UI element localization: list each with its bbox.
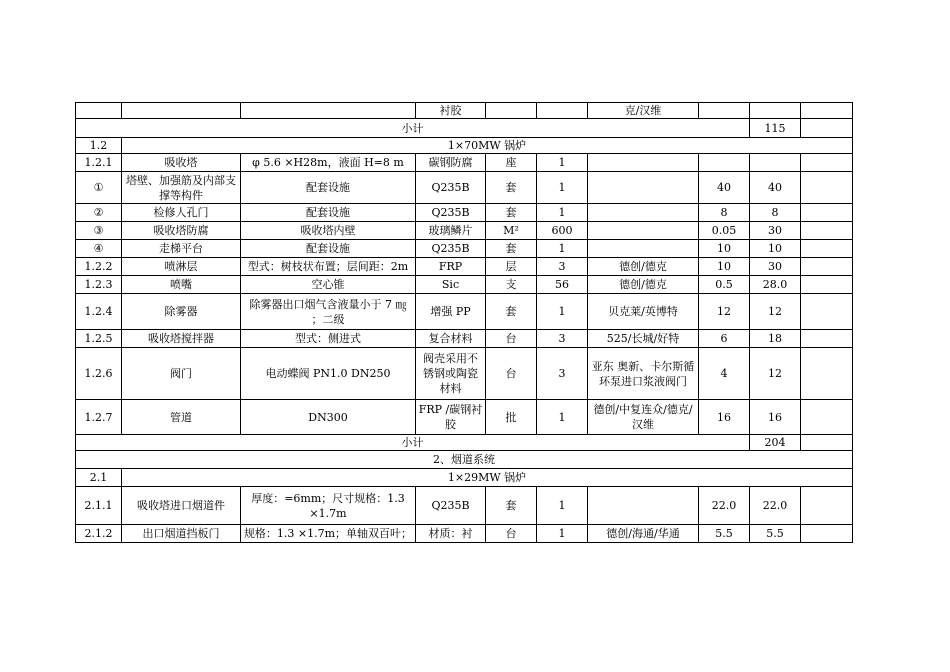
table-cell: ② [76,204,122,222]
table-cell: φ 5.6 ×H28m，液面 H=8 m [241,154,416,172]
table-cell [801,294,853,330]
table-cell: 阀壳采用不锈钢或陶瓷材料 [416,348,486,400]
table-cell [588,222,699,240]
table-cell [801,258,853,276]
table-cell [750,154,801,172]
table-cell: 3 [537,348,588,400]
table-cell [588,240,699,258]
table-cell [486,103,537,119]
table-cell: 16 [750,400,801,435]
table-cell [801,222,853,240]
table-cell [699,103,750,119]
table-cell: 12 [750,294,801,330]
table-cell: 30 [750,258,801,276]
table-cell: 1.2.5 [76,330,122,348]
table-cell: Q235B [416,172,486,204]
table-cell: 1 [537,240,588,258]
table-cell: 碳钢防腐 [416,154,486,172]
table-cell: 吸收塔防腐 [122,222,241,240]
table-cell: 30 [750,222,801,240]
equipment-spec-table [75,102,853,543]
subtotal-row [76,119,853,138]
table-cell: 德创/德克 [588,276,699,294]
table-row [76,276,853,294]
table-row [76,525,853,543]
table-cell: 空心锥 [241,276,416,294]
table-cell: 0.5 [699,276,750,294]
table-cell: 出口烟道挡板门 [122,525,241,543]
table-cell [122,103,241,119]
section-row [76,469,853,487]
table-cell: 2.1.2 [76,525,122,543]
table-cell [588,204,699,222]
table-row [76,103,853,119]
table-cell: 1 [537,154,588,172]
table-cell: 5.5 [750,525,801,543]
table-cell: 1.2.7 [76,400,122,435]
table-cell: 克/汉维 [588,103,699,119]
table-row [76,330,853,348]
table-cell: 管道 [122,400,241,435]
table-cell: 吸收塔 [122,154,241,172]
table-cell [801,525,853,543]
table-cell: 22.0 [699,487,750,525]
table-cell: 吸收塔进口烟道件 [122,487,241,525]
table-cell: 28.0 [750,276,801,294]
table-row [76,294,853,330]
table-cell: 配套设施 [241,172,416,204]
table-cell [801,487,853,525]
table-cell: 德创/海通/华通 [588,525,699,543]
table-cell: 厚度：=6mm；尺寸规格：1.3 ×1.7m [241,487,416,525]
table-cell: 台 [486,330,537,348]
table-cell [241,103,416,119]
table-cell: 座 [486,154,537,172]
table-cell: 1.2.4 [76,294,122,330]
table-cell: 台 [486,525,537,543]
table-cell [588,154,699,172]
table-cell: Q235B [416,240,486,258]
table-cell [588,172,699,204]
section-number: 1.2 [76,138,122,154]
table-cell: 1.2.2 [76,258,122,276]
table-cell: 16 [699,400,750,435]
table-cell: 德创/德克 [588,258,699,276]
table-row [76,172,853,204]
table-cell: 衬胶 [416,103,486,119]
table-row [76,487,853,525]
table-cell: 规格：1.3 ×1.7m；单轴双百叶； [241,525,416,543]
section-number: 2.1 [76,469,122,487]
table-cell: 10 [699,240,750,258]
table-cell [750,103,801,119]
table-cell: 塔壁、加强筋及内部支撑等构件 [122,172,241,204]
table-cell: 吸收塔搅拌器 [122,330,241,348]
table-cell: 检修人孔门 [122,204,241,222]
table-row [76,154,853,172]
table-cell: 18 [750,330,801,348]
table-cell: 走梯平台 [122,240,241,258]
system-heading: 2、烟道系统 [76,451,853,469]
table-cell: 亚东 奥新、卡尔斯循环泵进口浆液阀门 [588,348,699,400]
table-row [76,204,853,222]
table-cell: 1 [537,172,588,204]
table-cell [801,172,853,204]
table-cell: 电动蝶阀 PN1.0 DN250 [241,348,416,400]
heading-row [76,451,853,469]
table-cell: DN300 [241,400,416,435]
table-cell: 10 [750,240,801,258]
table-cell [801,119,853,138]
table-cell: 材质：衬 [416,525,486,543]
table-cell [801,348,853,400]
table-cell: 6 [699,330,750,348]
table-cell [801,276,853,294]
subtotal-value: 204 [750,435,801,451]
table-cell: 套 [486,240,537,258]
section-row [76,138,853,154]
table-cell: 1.2.6 [76,348,122,400]
table-cell: 8 [699,204,750,222]
table-row [76,400,853,435]
table-cell: 套 [486,294,537,330]
table-cell [699,154,750,172]
table-cell: ④ [76,240,122,258]
table-cell: Sic [416,276,486,294]
table-cell: 批 [486,400,537,435]
table-cell: 1 [537,294,588,330]
table-cell: 1 [537,487,588,525]
table-cell [801,400,853,435]
table-row [76,240,853,258]
table-cell: 台 [486,348,537,400]
subtotal-value: 115 [750,119,801,138]
subtotal-row [76,435,853,451]
table-cell: FRP /碳钢衬胶 [416,400,486,435]
table-cell: 40 [699,172,750,204]
table-cell [801,240,853,258]
table-cell: 支 [486,276,537,294]
table-cell: 1.2.3 [76,276,122,294]
subtotal-label: 小计 [76,435,750,451]
table-cell: 10 [699,258,750,276]
table-cell [801,103,853,119]
table-cell: 12 [699,294,750,330]
table-cell: 阀门 [122,348,241,400]
table-cell [801,435,853,451]
table-cell: 3 [537,258,588,276]
table-cell: 1 [537,525,588,543]
table-cell: 40 [750,172,801,204]
table-cell: 5.5 [699,525,750,543]
table-cell: 配套设施 [241,240,416,258]
table-cell: 12 [750,348,801,400]
table-cell: ① [76,172,122,204]
table-cell: FRP [416,258,486,276]
table-cell: 喷嘴 [122,276,241,294]
table-cell: 525/长城/好特 [588,330,699,348]
table-body [76,103,853,543]
table-cell: 1.2.1 [76,154,122,172]
table-cell: 型式：侧进式 [241,330,416,348]
table-row [76,258,853,276]
table-cell: 喷淋层 [122,258,241,276]
table-cell: 22.0 [750,487,801,525]
table-cell: 德创/中复连众/德克/汉维 [588,400,699,435]
table-cell [537,103,588,119]
table-cell: 1 [537,400,588,435]
table-cell: 套 [486,487,537,525]
table-cell [801,154,853,172]
table-cell: 配套设施 [241,204,416,222]
table-cell: 玻璃鳞片 [416,222,486,240]
table-cell: 56 [537,276,588,294]
table-cell: 套 [486,172,537,204]
table-cell [588,487,699,525]
table-cell: 600 [537,222,588,240]
table-row [76,222,853,240]
table-cell: 贝克莱/英博特 [588,294,699,330]
table-cell: 0.05 [699,222,750,240]
table-cell: 4 [699,348,750,400]
table-cell: 除雾器 [122,294,241,330]
table-cell: 3 [537,330,588,348]
table-cell: 复合材料 [416,330,486,348]
table-cell: 型式：树枝状布置；层间距：2m [241,258,416,276]
table-cell: 1 [537,204,588,222]
table-cell: 除雾器出口烟气含液量小于 7 ㎎ ；二级 [241,294,416,330]
table-cell: Q235B [416,487,486,525]
table-cell [801,204,853,222]
table-cell: M² [486,222,537,240]
table-cell: 2.1.1 [76,487,122,525]
table-cell: 增强 PP [416,294,486,330]
table-cell: 吸收塔内壁 [241,222,416,240]
section-title: 1×70MW 锅炉 [122,138,853,154]
table-cell: 层 [486,258,537,276]
table-cell: ③ [76,222,122,240]
table-cell: 套 [486,204,537,222]
table-cell: Q235B [416,204,486,222]
table-cell [76,103,122,119]
table-row [76,348,853,400]
section-title: 1×29MW 锅炉 [122,469,853,487]
subtotal-label: 小计 [76,119,750,138]
table-cell [801,330,853,348]
table-cell: 8 [750,204,801,222]
